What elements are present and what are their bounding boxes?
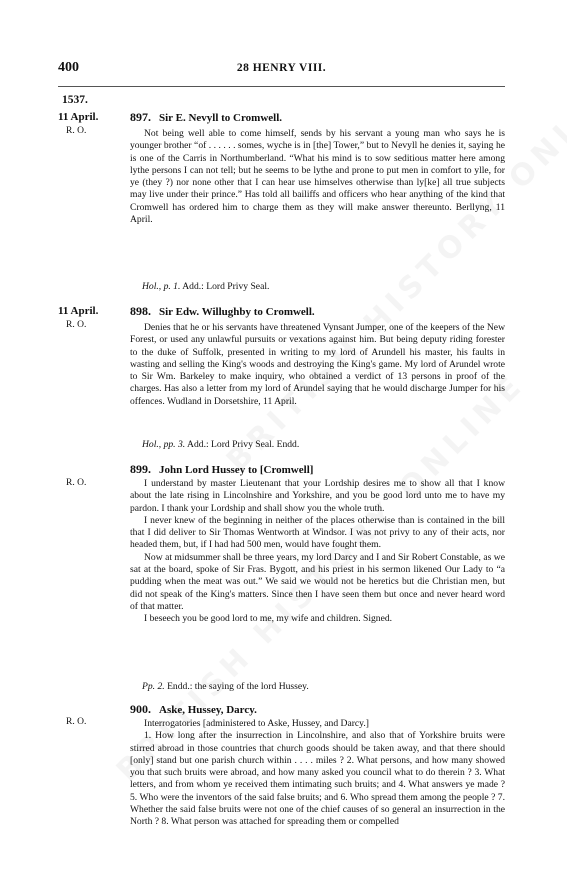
page-number: 400 <box>58 60 79 75</box>
body-paragraph: Denies that he or his servants have threatened Vynsant Jumper, one of the keepers of the New Forest, or used any unlawful pursuits or vexations against him. But being deputy riding forester to the duke of Suffolk, presented in writing to my lord of Arundell his master, his faults in wasting and selling the King's woods and destroying the King's game. My lord of Arundel wrote to Sir Wm. Barkeley to make inquiry, who obtained a verdict of 13 persons in proof of the charges. Has also a letter from my lord of Arundel saying that he would discharge Jumper for his offences. Wudland in Dorsetshire, 11 April. <box>130 322 505 407</box>
margin-date: 11 April. <box>58 305 99 317</box>
margin-date: 11 April. <box>58 111 99 123</box>
body-paragraph: I never knew of the beginning in neither of the places otherwise than is contained in the bill that I did deliver to Sir Thomas Wentworth at Windsor. I was not privy to any of their acts, nor headed them, but, if I had had 500 men, would have fought them. <box>130 514 505 551</box>
entry-title <box>130 304 315 319</box>
entry-note <box>142 439 299 450</box>
note-rest: Add.: Lord Privy Seal. <box>182 281 270 292</box>
entry-body <box>130 478 505 626</box>
body-paragraph: Now at midsummer shall be three years, my lord Darcy and I and Sir Robert Constable, as we sat at the board, spoke of Sir Fras. Bygott, and his priest in his sermon likened Our Lady to “a pudding when the meat was out.” We said we would not be heretics but die Christian men, but did not speak of the King's matters. Since then I have seen them but once and never heard word of that matter. <box>130 551 505 612</box>
year-label: 1537. <box>62 94 88 106</box>
entry-number: 900. <box>130 702 151 716</box>
note-prefix: Pp. 2. <box>142 681 165 692</box>
note-rest: Endd.: the saying of the lord Hussey. <box>167 681 309 692</box>
margin-source: R. O. <box>66 126 87 136</box>
note-prefix: Hol., p. 1. <box>142 281 181 292</box>
entry-heading: Sir Edw. Willughby to Cromwell. <box>159 306 315 318</box>
entry-body <box>130 128 505 226</box>
entry-number: 899. <box>130 462 151 476</box>
entry-title <box>130 110 282 125</box>
entry-title <box>130 462 313 477</box>
running-title: 28 HENRY VIII. <box>236 62 327 74</box>
entry-heading: John Lord Hussey to [Cromwell] <box>159 464 314 476</box>
entry-heading: Sir E. Nevyll to Cromwell. <box>159 112 283 124</box>
body-paragraph: I understand by master Lieutenant that your Lordship desires me to show all that I know about the late rising in Lincolnshire and Yorkshire, and you be good lord unto me to have my pardon. I thank your Lordship and shall show you the whole truth. <box>130 478 505 514</box>
entry-number: 898. <box>130 304 151 318</box>
margin-source: R. O. <box>66 478 87 488</box>
entry-body <box>130 322 505 408</box>
page-header <box>58 60 505 82</box>
entry-note <box>142 281 269 292</box>
body-paragraph: Interrogatories [administered to Aske, Hussey, and Darcy.] <box>144 718 369 729</box>
header-rule <box>58 86 505 87</box>
body-paragraph: I beseech you be good lord to me, my wife and children. Signed. <box>144 613 393 625</box>
entry-body <box>130 718 505 829</box>
body-paragraph: Not being well able to come himself, sends by his servant a young man who says he is younger brother “of . . . . . . somes, wyche is in [the] Tower,” but to Nevyll he denies it, saying he is one of the Carris in Northumberland. “What his mind is to sow seditious matter here among lythe persons I can not tell; but he seems to be lythe and prone to put men in comfort to ylle, for ye (they ?) nor none other that I can hear use himselves otherwise than ly[ke] all true subjects may live under their prince.” Has told all bailiffs and officers who hear anything of the kind that Cromwell has ordered him to charge them as they will make answer thereunto. Berllyng, 11 April. <box>130 128 505 226</box>
entry-title <box>130 702 257 717</box>
body-paragraph: 1. How long after the insurrection in Lincolnshire, and also that of Yorkshire bruits were stirred abroad in those countries that church goods should be taken away, and that there should [only] stand but one parish church within . . . . miles ? 2. What persons, and how many showed you that such bruits were abroad, and how many asked you council what to do therein ? 3. What letters, and from whom ye received them intimating such bruits; and 4. What answers ye made ? 5. Who were the inventors of the said false bruits; and 6. Who spread them among the people ? 7. Whether the said false bruits were not one of the chief causes of so general an insurrection in the North ? 8. What person was attached for spreading them or compelled <box>130 730 505 828</box>
entry-heading: Aske, Hussey, Darcy. <box>159 704 257 716</box>
margin-source: R. O. <box>66 320 87 330</box>
entry-number: 897. <box>130 110 151 124</box>
note-rest: Add.: Lord Privy Seal. Endd. <box>187 439 300 450</box>
entry-note <box>142 681 309 692</box>
note-prefix: Hol., pp. 3. <box>142 439 186 450</box>
margin-source: R. O. <box>66 717 87 727</box>
